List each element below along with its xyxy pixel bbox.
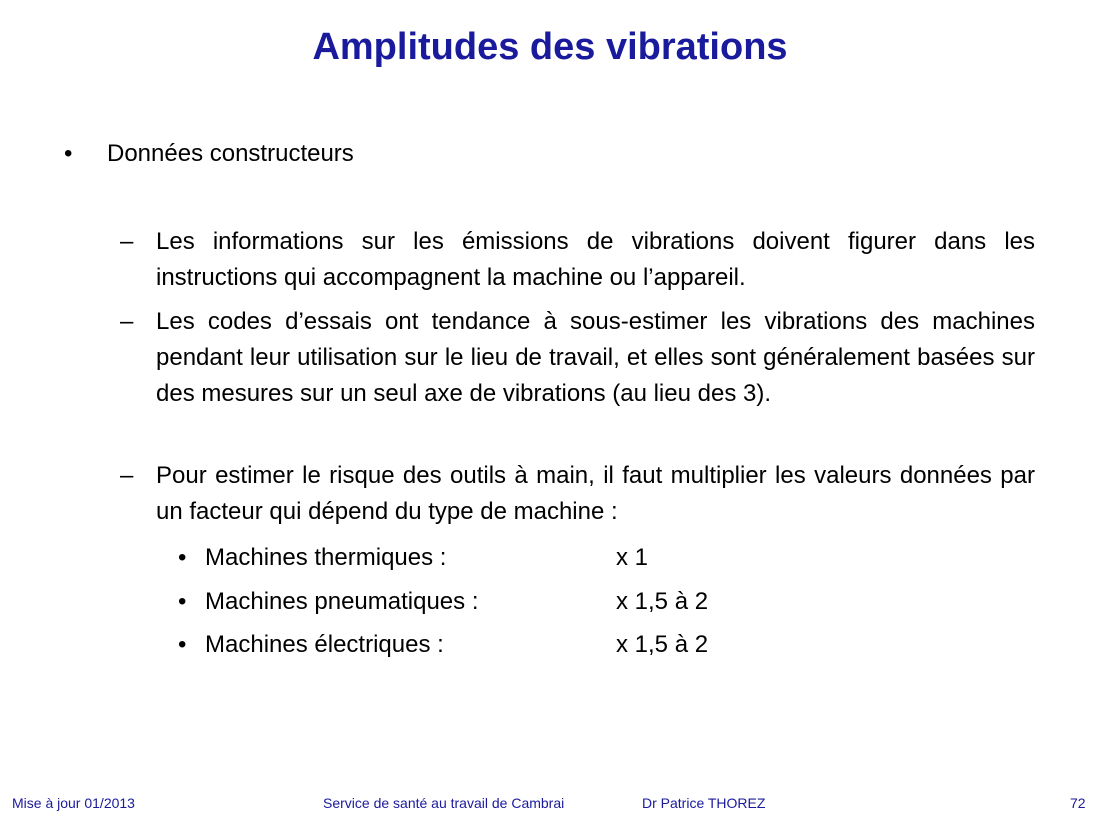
bullet-symbol: • [178,544,187,571]
factor-name: Machines thermiques : [205,544,447,571]
factor-value: x 1,5 à 2 [616,631,709,658]
factor-value: x 1,5 à 2 [616,588,709,615]
dash-symbol: – [120,462,134,489]
slide-title: Amplitudes des vibrations [312,26,788,68]
dash-symbol: – [120,228,134,255]
footer-author: Dr Patrice THOREZ [642,795,766,811]
footer-update: Mise à jour 01/2013 [12,795,135,811]
sub-item-text: Les informations sur les émissions de vibrations doivent figurer dans les instructions qui accompagnent la machine ou l’appareil. [156,228,1035,291]
factor-name: Machines pneumatiques : [205,588,479,615]
bullet-symbol: • [64,140,73,167]
sub-item-text: Pour estimer le risque des outils à main, il faut multiplier les valeurs données par un facteur qui dépend du type de machine : [156,462,1035,525]
dash-symbol: – [120,308,134,335]
footer-page-number: 72 [1070,795,1086,811]
main-bullet-text: Données constructeurs [107,140,354,167]
bullet-symbol: • [178,588,187,615]
bullet-symbol: • [178,631,187,658]
footer-service: Service de santé au travail de Cambrai [323,795,565,811]
factor-name: Machines électriques : [205,631,444,658]
sub-item-text: Les codes d’essais ont tendance à sous-estimer les vibrations des machines pendant leur utilisation sur le lieu de travail, et elles sont généralement basées sur des mesures sur un seul axe de vibrations (au lieu des 3). [156,308,1035,407]
factor-value: x 1 [616,544,649,571]
